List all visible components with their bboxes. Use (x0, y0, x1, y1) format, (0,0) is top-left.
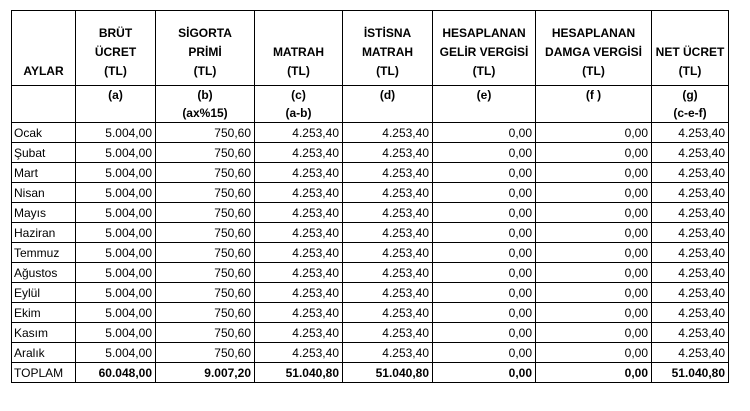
month-cell: Eylül (12, 283, 76, 303)
value-cell: 5.004,00 (76, 203, 156, 223)
formula-line: (e) (476, 88, 492, 102)
value-cell: 0,00 (536, 243, 652, 263)
value-cell: 4.253,40 (255, 123, 343, 143)
value-cell: 0,00 (433, 183, 536, 203)
value-cell: 0,00 (536, 343, 652, 363)
formula-cell (343, 86, 433, 123)
value-cell: 4.253,40 (652, 143, 729, 163)
value-cell: 4.253,40 (652, 243, 729, 263)
value-cell: 5.004,00 (76, 123, 156, 143)
value-cell: 5.004,00 (76, 183, 156, 203)
col-header-line: (TL) (193, 64, 217, 78)
value-cell: 4.253,40 (255, 183, 343, 203)
month-cell: Aralık (12, 343, 76, 363)
table-row (12, 323, 729, 343)
value-cell: 0,00 (433, 263, 536, 283)
salary-table (11, 10, 729, 383)
col-header-line: (TL) (472, 64, 496, 78)
value-cell: 4.253,40 (652, 323, 729, 343)
total-value: 0,00 (433, 363, 536, 383)
month-cell: Şubat (12, 143, 76, 163)
col-header-line: BRÜT ÜCRET (94, 26, 137, 59)
table-row (12, 183, 729, 203)
col-header-net-ucret (652, 11, 729, 86)
formula-line: (a) (108, 88, 123, 102)
col-header-line: SİGORTA (178, 26, 232, 40)
table-row (12, 143, 729, 163)
col-header-line: (TL) (582, 64, 605, 78)
formula-cell (652, 86, 729, 123)
month-cell: Mart (12, 163, 76, 183)
value-cell: 4.253,40 (255, 303, 343, 323)
value-cell: 4.253,40 (652, 183, 729, 203)
col-header-matrah (255, 11, 343, 86)
value-cell: 5.004,00 (76, 323, 156, 343)
month-cell: Ekim (12, 303, 76, 323)
value-cell: 750,60 (156, 303, 255, 323)
col-header-aylar (12, 11, 76, 86)
month-cell: Haziran (12, 223, 76, 243)
value-cell: 750,60 (156, 283, 255, 303)
value-cell: 0,00 (536, 303, 652, 323)
value-cell: 0,00 (433, 223, 536, 243)
value-cell: 4.253,40 (343, 283, 433, 303)
col-header-line: (TL) (287, 64, 310, 78)
col-header-line: GELİR VERGİSİ (439, 45, 529, 59)
value-cell: 4.253,40 (255, 223, 343, 243)
value-cell: 4.253,40 (255, 343, 343, 363)
value-cell: 4.253,40 (652, 343, 729, 363)
total-value: 0,00 (536, 363, 652, 383)
month-cell: Mayıs (12, 203, 76, 223)
total-label: TOPLAM (12, 363, 76, 383)
value-cell: 4.253,40 (652, 283, 729, 303)
formula-line: (f ) (585, 88, 602, 102)
value-cell: 0,00 (433, 323, 536, 343)
formula-cell (12, 86, 76, 123)
value-cell: 4.253,40 (343, 203, 433, 223)
value-cell: 750,60 (156, 183, 255, 203)
value-cell: 0,00 (433, 283, 536, 303)
table-row (12, 123, 729, 143)
formula-cell (255, 86, 343, 123)
table-row (12, 263, 729, 283)
value-cell: 4.253,40 (652, 303, 729, 323)
value-cell: 0,00 (433, 163, 536, 183)
value-cell: 0,00 (433, 243, 536, 263)
col-header-line: MATRAH (361, 45, 414, 59)
value-cell: 0,00 (536, 263, 652, 283)
col-header-sigorta-primi (156, 11, 255, 86)
table-row (12, 203, 729, 223)
col-header-line: HESAPLANAN (442, 26, 526, 40)
table-body (12, 123, 729, 383)
value-cell: 4.253,40 (343, 323, 433, 343)
value-cell: 4.253,40 (255, 263, 343, 283)
month-cell: Temmuz (12, 243, 76, 263)
table-row (12, 343, 729, 363)
value-cell: 4.253,40 (255, 243, 343, 263)
value-cell: 5.004,00 (76, 223, 156, 243)
formula-line: (d) (379, 88, 396, 102)
value-cell: 0,00 (433, 143, 536, 163)
total-value: 51.040,80 (255, 363, 343, 383)
month-cell: Kasım (12, 323, 76, 343)
value-cell: 4.253,40 (343, 183, 433, 203)
value-cell: 0,00 (536, 143, 652, 163)
value-cell: 0,00 (433, 303, 536, 323)
total-value: 51.040,80 (343, 363, 433, 383)
col-header-line: (TL) (678, 64, 702, 78)
value-cell: 5.004,00 (76, 163, 156, 183)
value-cell: 0,00 (536, 223, 652, 243)
col-header-line: DAMGA VERGİSİ (545, 45, 642, 59)
value-cell: 750,60 (156, 243, 255, 263)
col-header-line: AYLAR (23, 64, 64, 78)
formula-line: (ax%15) (182, 106, 228, 120)
value-cell: 5.004,00 (76, 243, 156, 263)
value-cell: 4.253,40 (255, 163, 343, 183)
value-cell: 4.253,40 (343, 223, 433, 243)
value-cell: 0,00 (536, 123, 652, 143)
value-cell: 750,60 (156, 223, 255, 243)
table-row (12, 303, 729, 323)
value-cell: 4.253,40 (652, 263, 729, 283)
value-cell: 0,00 (433, 123, 536, 143)
value-cell: 4.253,40 (343, 123, 433, 143)
value-cell: 0,00 (536, 203, 652, 223)
value-cell: 750,60 (156, 263, 255, 283)
formula-cell (156, 86, 255, 123)
value-cell: 0,00 (433, 203, 536, 223)
value-cell: 0,00 (536, 283, 652, 303)
value-cell: 750,60 (156, 203, 255, 223)
value-cell: 4.253,40 (652, 223, 729, 243)
col-header-line: HESAPLANAN (551, 26, 636, 40)
formula-cell (433, 86, 536, 123)
value-cell: 750,60 (156, 163, 255, 183)
col-header-brut-ucret (76, 11, 156, 86)
total-row (12, 363, 729, 383)
value-cell: 4.253,40 (343, 303, 433, 323)
month-cell: Ağustos (12, 263, 76, 283)
table-row (12, 283, 729, 303)
total-value: 51.040,80 (652, 363, 729, 383)
value-cell: 4.253,40 (255, 143, 343, 163)
col-header-damga-vergisi (536, 11, 652, 86)
value-cell: 4.253,40 (343, 263, 433, 283)
col-header-gelir-vergisi (433, 11, 536, 86)
value-cell: 4.253,40 (255, 323, 343, 343)
formula-line: (c-e-f) (673, 106, 707, 120)
value-cell: 4.253,40 (652, 163, 729, 183)
value-cell: 0,00 (536, 163, 652, 183)
month-cell: Nisan (12, 183, 76, 203)
value-cell: 5.004,00 (76, 303, 156, 323)
formula-line: (g) (682, 88, 698, 102)
value-cell: 4.253,40 (255, 203, 343, 223)
formula-line: (b) (197, 88, 213, 102)
col-header-line: İSTİSNA (363, 26, 412, 40)
month-cell: Ocak (12, 123, 76, 143)
col-header-line: (TL) (104, 64, 127, 78)
header-row (12, 11, 729, 86)
value-cell: 4.253,40 (255, 283, 343, 303)
value-cell: 750,60 (156, 143, 255, 163)
value-cell: 0,00 (433, 343, 536, 363)
table-row (12, 243, 729, 263)
value-cell: 750,60 (156, 323, 255, 343)
table-row (12, 223, 729, 243)
formula-line: (c) (291, 88, 306, 102)
value-cell: 0,00 (536, 323, 652, 343)
value-cell: 5.004,00 (76, 343, 156, 363)
value-cell: 4.253,40 (652, 203, 729, 223)
col-header-line: (TL) (376, 64, 399, 78)
table-row (12, 163, 729, 183)
col-header-line: NET ÜCRET (655, 45, 725, 59)
value-cell: 4.253,40 (343, 163, 433, 183)
col-header-line: MATRAH (272, 45, 325, 59)
total-value: 60.048,00 (76, 363, 156, 383)
total-value: 9.007,20 (156, 363, 255, 383)
formula-cell (536, 86, 652, 123)
value-cell: 750,60 (156, 343, 255, 363)
value-cell: 5.004,00 (76, 263, 156, 283)
value-cell: 4.253,40 (343, 243, 433, 263)
value-cell: 5.004,00 (76, 143, 156, 163)
value-cell: 4.253,40 (343, 143, 433, 163)
value-cell: 750,60 (156, 123, 255, 143)
col-header-line: PRİMİ (188, 45, 222, 59)
formula-line: (a-b) (285, 106, 312, 120)
col-header-istisna-matrah (343, 11, 433, 86)
value-cell: 4.253,40 (343, 343, 433, 363)
formula-row (12, 86, 729, 123)
value-cell: 0,00 (536, 183, 652, 203)
value-cell: 5.004,00 (76, 283, 156, 303)
value-cell: 4.253,40 (652, 123, 729, 143)
formula-cell (76, 86, 156, 123)
